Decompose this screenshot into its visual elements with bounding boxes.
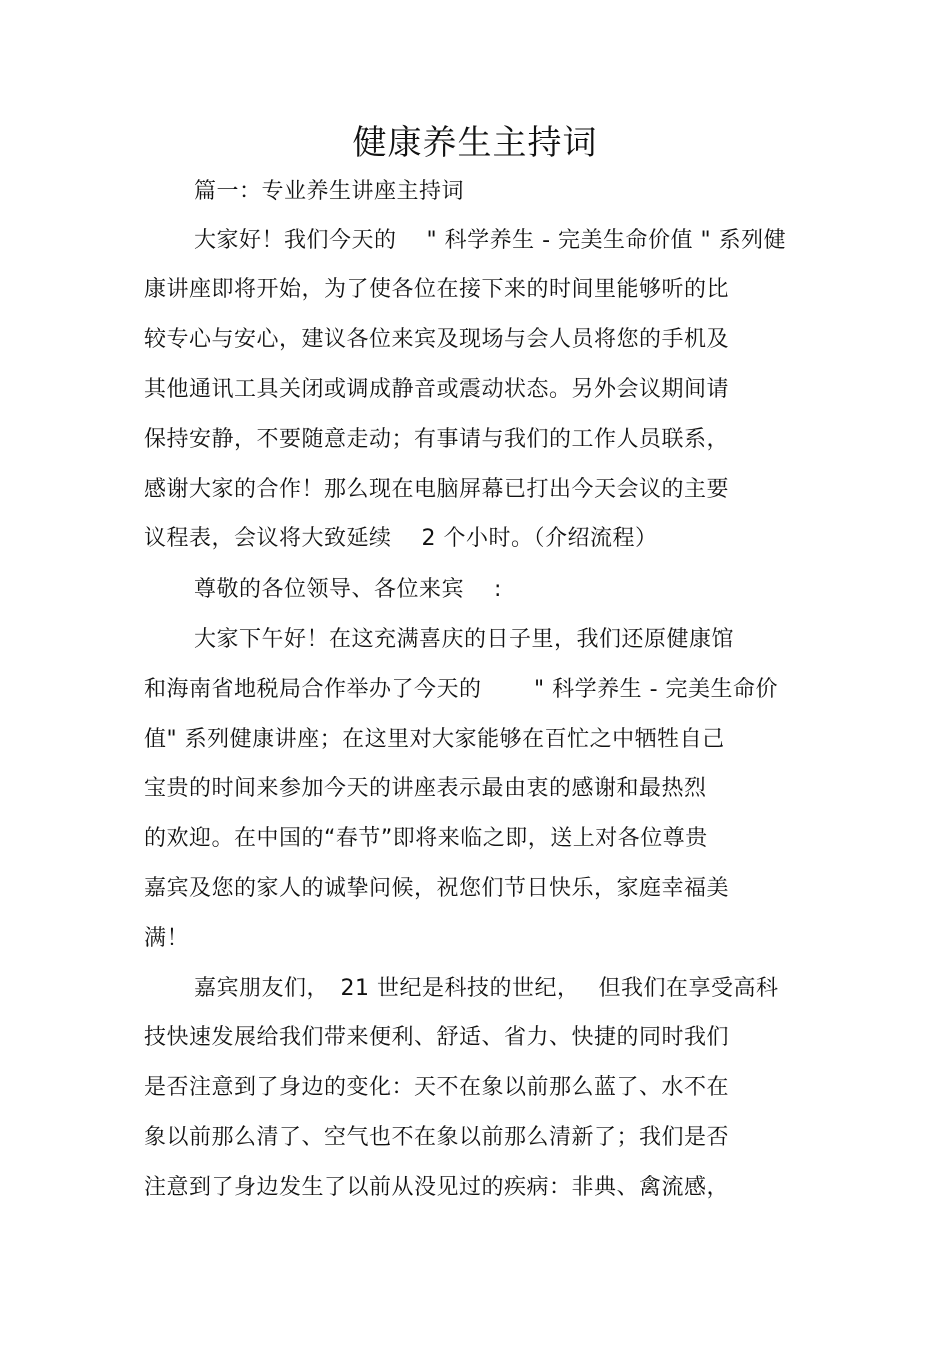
document-title: 健康养生主持词 — [352, 123, 598, 163]
paragraph-line: 注意到了身边发生了以前从没见过的疾病：非典、禽流感， — [144, 1175, 730, 1200]
paragraph-line: 象以前那么清了、空气也不在象以前那么清新了；我们是否 — [144, 1125, 730, 1150]
paragraph-line: 保持安静，不要随意走动；有事请与我们的工作人员联系， — [144, 427, 730, 452]
paragraph-line: 尊敬的各位领导、各位来宾 : — [194, 577, 502, 602]
paragraph-line: 值" 系列健康讲座；在这里对大家能够在百忙之中牺牲自己 — [144, 727, 725, 752]
paragraph-line: 康讲座即将开始，为了使各位在接下来的时间里能够听的比 — [144, 277, 730, 302]
paragraph-line: 较专心与安心，建议各位来宾及现场与会人员将您的手机及 — [144, 327, 730, 352]
paragraph-line: 宝贵的时间来参加今天的讲座表示最由衷的感谢和最热烈 — [144, 776, 707, 801]
section-heading: 篇一：专业养生讲座主持词 — [194, 179, 465, 204]
paragraph-line: 嘉宾及您的家人的诚挚问候，祝您们节日快乐，家庭幸福美 — [144, 876, 730, 901]
paragraph-line: 大家下午好！在这充满喜庆的日子里，我们还原健康馆 — [194, 627, 735, 652]
paragraph-line: 是否注意到了身边的变化：天不在象以前那么蓝了、水不在 — [144, 1075, 730, 1100]
paragraph-line: 的欢迎。在中国的“春节”即将来临之即，送上对各位尊贵 — [144, 826, 708, 851]
paragraph-line: 大家好！我们今天的 " 科学养生 - 完美生命价值 " 系列健 — [194, 228, 787, 253]
paragraph-line: 嘉宾朋友们， 21 世纪是科技的世纪， 但我们在享受高科 — [194, 976, 779, 1001]
paragraph-line: 感谢大家的合作！那么现在电脑屏幕已打出今天会议的主要 — [144, 477, 730, 502]
paragraph-line: 和海南省地税局合作举办了今天的 " 科学养生 - 完美生命价 — [144, 677, 779, 702]
paragraph-line: 议程表，会议将大致延续 2 个小时。（介绍流程） — [144, 526, 658, 551]
paragraph-line: 技快速发展给我们带来便利、舒适、省力、快捷的同时我们 — [144, 1025, 730, 1050]
paragraph-line: 满！ — [144, 926, 190, 951]
paragraph-line: 其他通讯工具关闭或调成静音或震动状态。另外会议期间请 — [144, 377, 730, 402]
